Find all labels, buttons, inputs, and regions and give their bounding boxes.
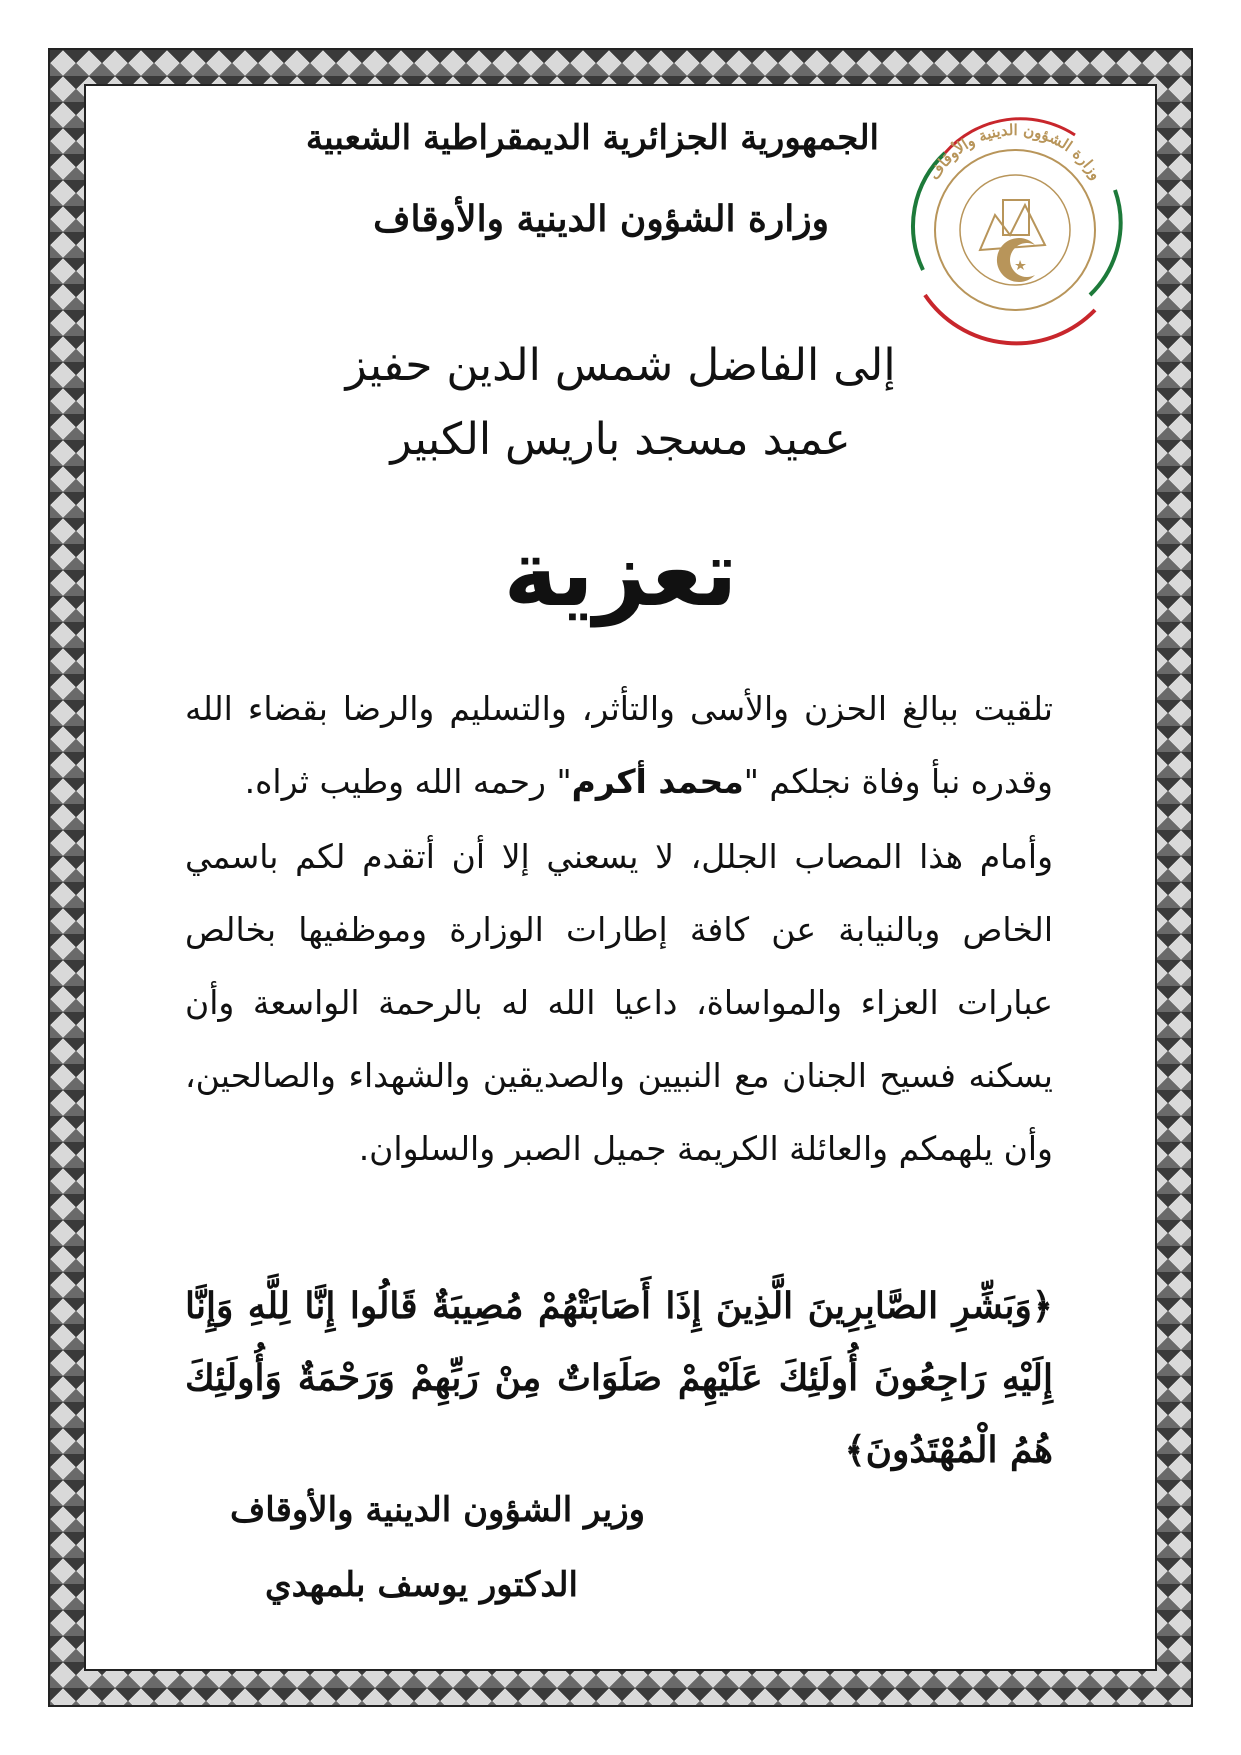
- recipient-name: إلى الفاضل شمس الدين حفيز: [345, 340, 896, 391]
- signature-name: الدكتور يوسف بلمهدي: [265, 1565, 578, 1605]
- republic-heading: الجمهورية الجزائرية الديمقراطية الشعبية: [305, 118, 879, 158]
- recipient-title: عميد مسجد باريس الكبير: [390, 414, 851, 465]
- page-title: تعزية: [503, 520, 738, 627]
- ministry-heading: وزارة الشؤون الدينية والأوقاف: [373, 198, 829, 240]
- paragraph-text-before-name: تلقيت ببالغ الحزن والأسى والتأثر، والتسليم والرضا بقضاء الله وقدره نبأ وفاة نجلكم ": [185, 689, 1053, 801]
- seal-text: وزارة الشؤون الدينية والأوقاف: [924, 120, 1106, 183]
- deceased-name: محمد أكرم: [571, 762, 744, 801]
- quran-verse: ﴿وَبَشِّرِ الصَّابِرِينَ الَّذِينَ إِذَا أَصَابَتْهُمْ مُصِيبَةٌ قَالُوا إِنَّا لِلَّهِ وَإِنَّا إِلَيْهِ رَاجِعُونَ أُولَئِكَ عَلَيْهِمْ صَلَوَاتٌ مِنْ رَبِّهِمْ وَرَحْمَةٌ وَأُولَئِكَ هُمُ الْمُهْتَدُونَ﴾: [185, 1285, 1053, 1471]
- svg-text:وزارة الشؤون الدينية والأوقاف: [925, 121, 1106, 183]
- ministry-seal: [885, 95, 1145, 355]
- paragraph-text-after-name: " رحمه الله وطيب ثراه.: [244, 762, 572, 801]
- paragraph-condolence-body: وأمام هذا المصاب الجلل، لا يسعني إلا أن أتقدم لكم باسمي الخاص وبالنيابة عن كافة إطارات الوزارة وموظفيها بخالص عبارات العزاء والمواساة، داعيا الله له بالرحمة الواسعة وأن يسكنه فسيح الجنان مع النبيين والصديقين والشهداء والصالحين، وأن يلهمكم والعائلة الكريمة جميل الصبر والسلوان.: [185, 837, 1053, 1168]
- signature-title: وزير الشؤون الدينية والأوقاف: [230, 1490, 646, 1530]
- paragraph-condolence-intro: [185, 672, 1053, 818]
